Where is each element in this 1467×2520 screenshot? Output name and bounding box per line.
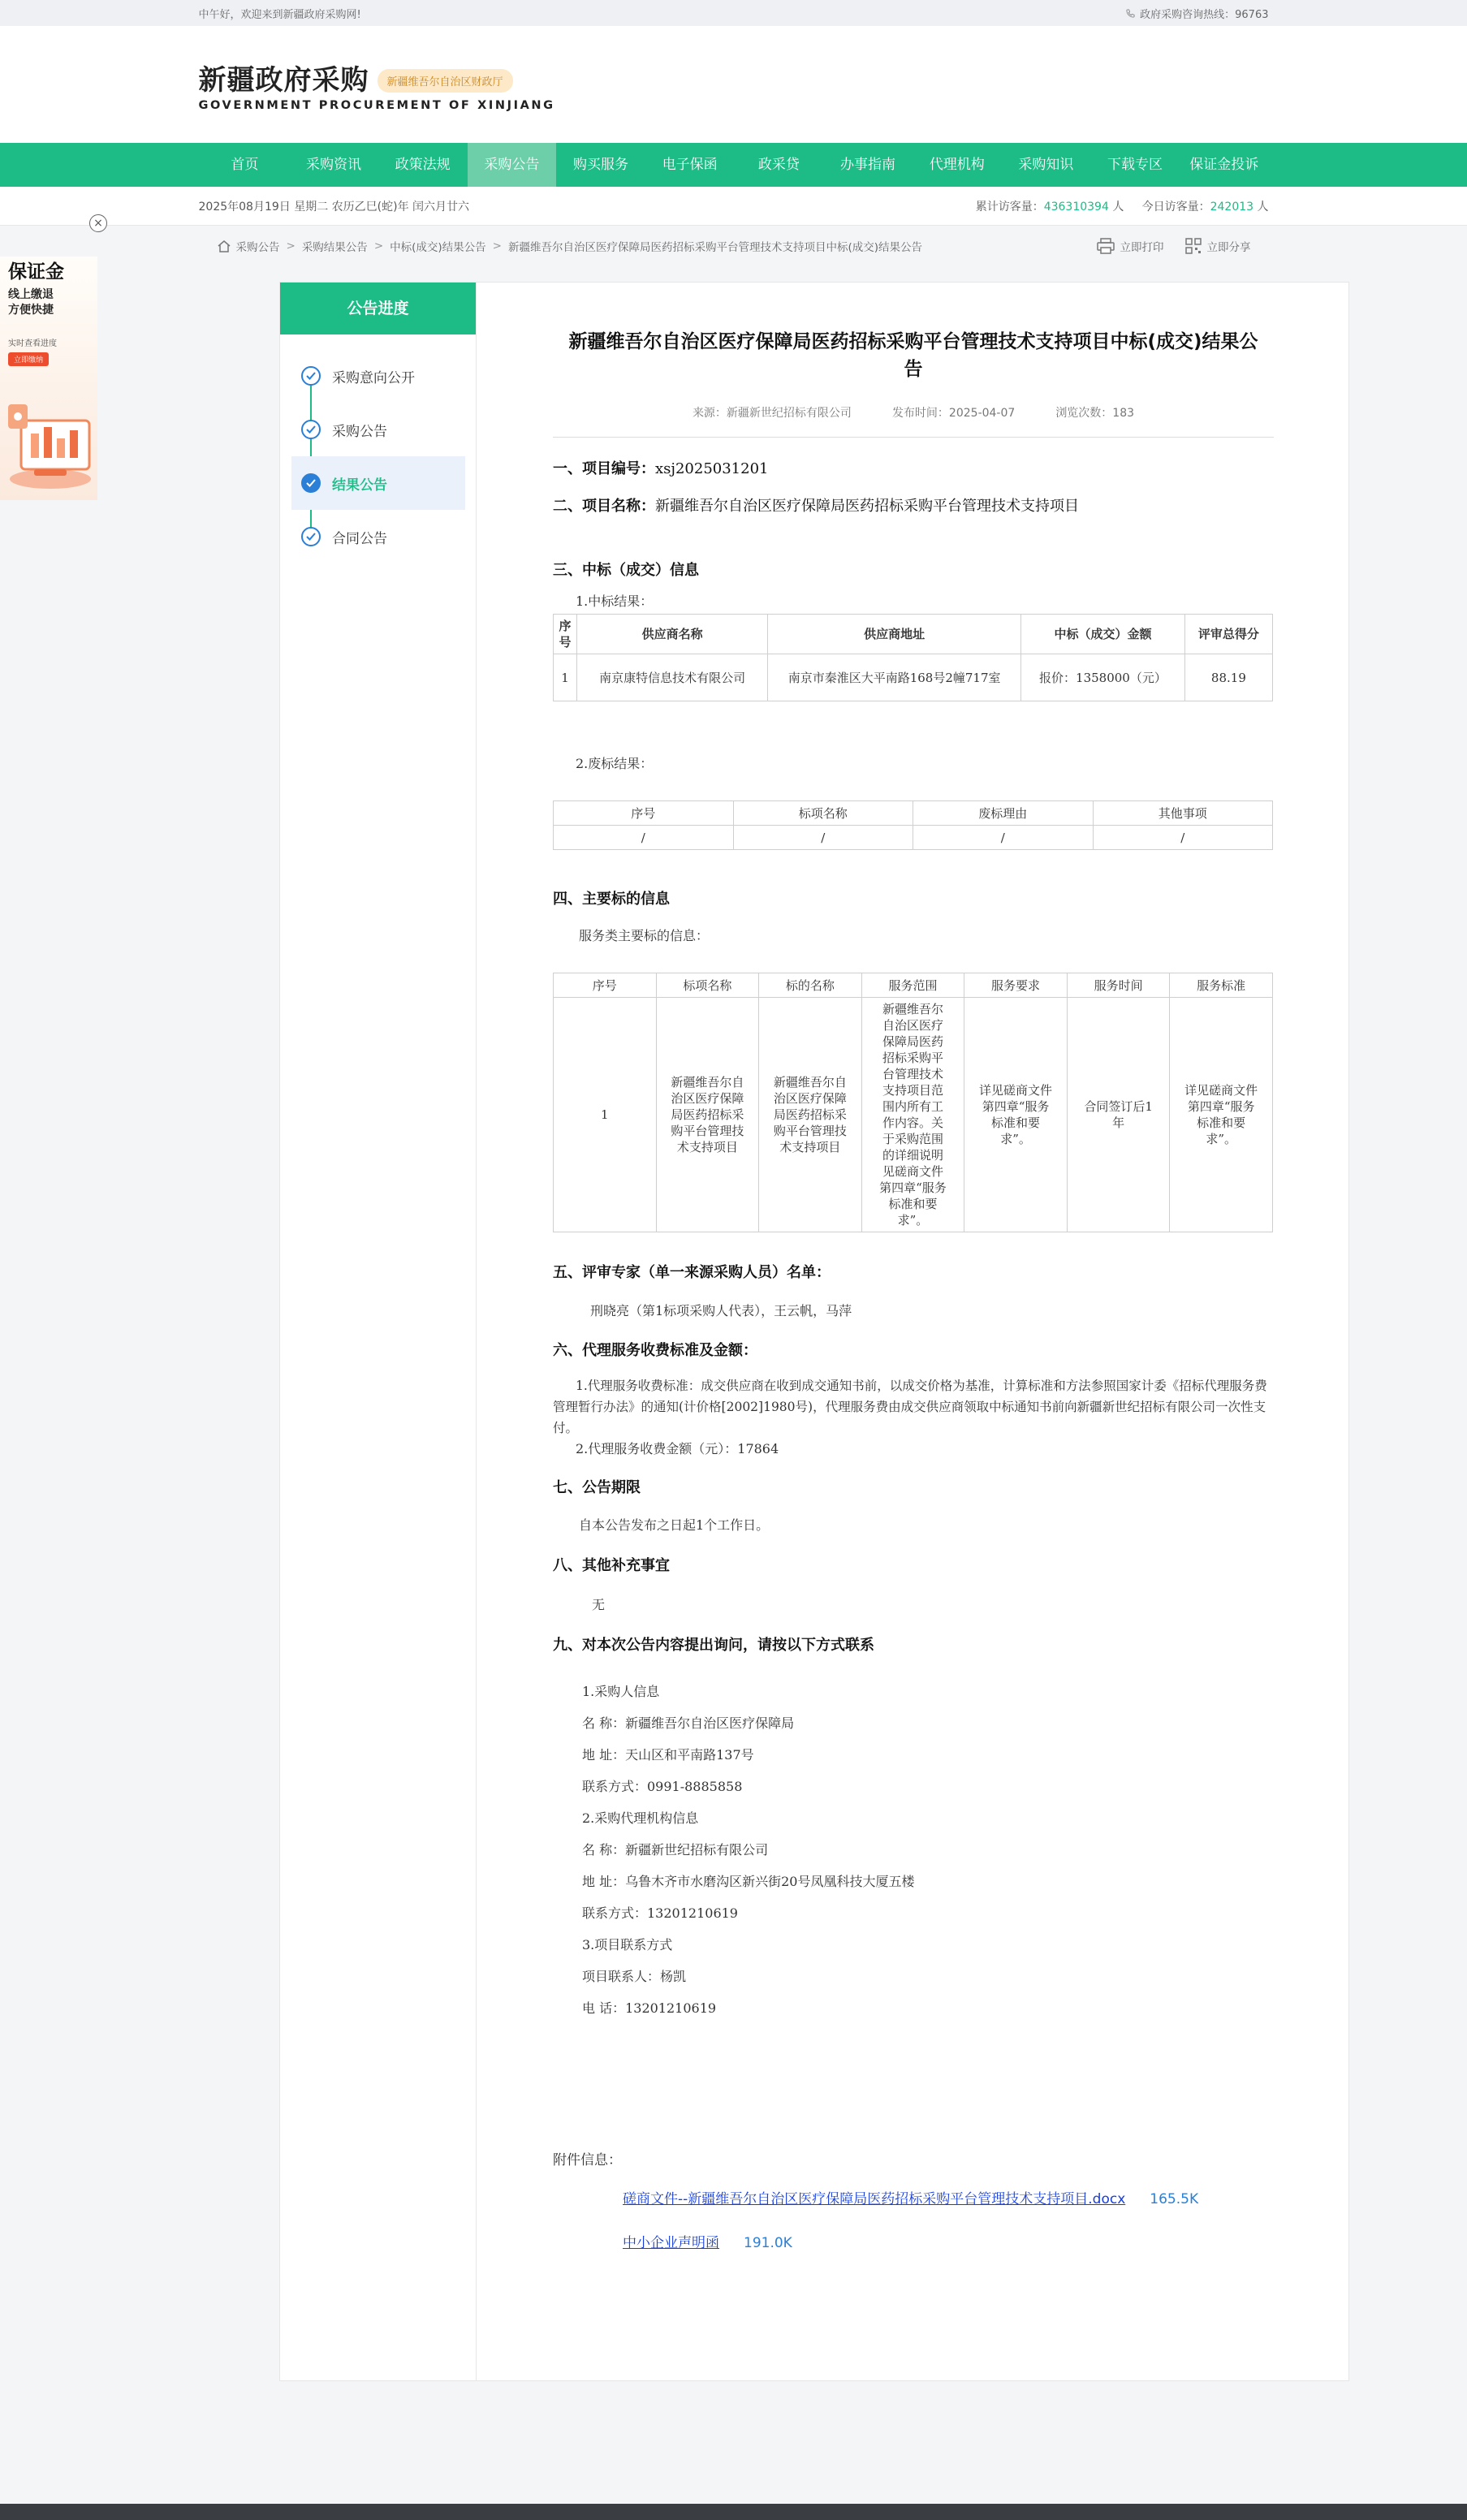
fail-cell: / [913,826,1094,850]
logo-cn: 新疆政府采购 [198,63,369,97]
share-label: 立即分享 [1206,241,1251,254]
article-views: 浏览次数：183 [1055,407,1135,420]
site-logo[interactable] [199,58,555,112]
other-text: 无 [592,1597,606,1612]
total-visitors-label: 累计访客量： [975,201,1044,214]
footer-bar [0,2504,1467,2520]
total-visitors-unit: 人 [1112,201,1124,214]
date-bar [0,187,1467,226]
project-no-label: 一、项目编号： [553,460,655,477]
table-row [554,998,1273,1232]
step-intent[interactable] [291,349,465,403]
svc-col-requirement: 服务要求 [964,973,1068,998]
ad-lines [8,287,54,318]
ad-title: 保证金 [8,261,64,283]
top-bar [0,0,1467,26]
article-date: 发布时间：2025-04-07 [891,407,1016,420]
award-cell: 1 [554,654,577,701]
fail-col-other: 其他事项 [1093,801,1273,826]
nav-item-news[interactable]: 采购资讯 [306,157,361,173]
step-result[interactable] [291,456,465,510]
project-name-label: 二、项目名称： [553,498,655,515]
svc-cell: 新疆维吾尔自治区医疗保障局医药招标采购平台管理技术支持项目 [759,998,862,1232]
logo-en: GOVERNMENT PROCUREMENT OF XINJIANG [198,98,555,112]
check-icon [301,366,321,386]
crumb-award[interactable]: 中标(成交)结果公告 [390,241,486,254]
award-subtitle: 1.中标结果： [576,593,654,609]
nav-item-home[interactable]: 首页 [231,157,259,173]
table-row [554,654,1273,701]
logo-tag: 新疆维吾尔自治区财政厅 [378,69,513,93]
section-fee: 六、代理服务收费标准及金额： [553,1342,757,1359]
nav-item-service[interactable]: 购买服务 [573,157,629,173]
step-label: 采购意向公开 [332,369,415,386]
computer-illustration-icon [2,388,96,492]
article-title: 新疆维吾尔自治区医疗保障局医药招标采购平台管理技术支持项目中标(成交)结果公告 [568,331,1258,380]
qrcode-icon [1185,238,1202,254]
contact-line: 名 称：新疆维吾尔自治区医疗保障局 [582,1715,795,1731]
contact-line: 项目联系人：杨凯 [582,1969,687,1984]
fail-col-index: 序号 [554,801,734,826]
project-name-value: 新疆维吾尔自治区医疗保障局医药招标采购平台管理技术支持项目 [655,498,1079,515]
check-icon [301,420,321,439]
hotline [1126,6,1268,21]
nav-item-knowledge[interactable]: 采购知识 [1018,157,1074,173]
contact-line: 联系方式：0991-8885858 [582,1779,743,1794]
period-text: 自本公告发布之日起1个工作日。 [579,1517,770,1533]
today-visitors-unit: 人 [1257,201,1269,214]
step-notice[interactable] [291,403,465,456]
fee-text-1: 1.代理服务收费标准：成交供应商在收到成交通知书前，以成交价格为基准，计算标准和方法参照国家计委《招标代理服务费管理暂行办法》的通知(计价格[2002]1980号)，代理服务费由成交供应商领取中标通知书前向新疆新世纪招标有限公司一次性支付。 [553,1379,1267,1435]
award-col-score: 评审总得分 [1184,615,1272,654]
svc-cell: 合同签订后1年 [1067,998,1170,1232]
nav-item-policy[interactable]: 政策法规 [395,157,451,173]
section-contact: 九、对本次公告内容提出询问，请按以下方式联系 [553,1637,874,1654]
main-panel [279,282,1349,2381]
svc-cell: 详见磋商文件第四章“服务标准和要求”。 [1170,998,1273,1232]
table-row [554,826,1273,850]
home-icon[interactable] [217,239,231,252]
nav-item-notice[interactable]: 采购公告 [468,143,557,187]
welcome-text: 中午好，欢迎来到新疆政府采购网! [198,8,361,21]
section-period: 七、公告期限 [553,1479,641,1496]
ad-line: 线上缴退 [8,288,54,301]
fail-col-reason: 废标理由 [913,801,1094,826]
attachment-size: 191.0K [744,2235,792,2251]
section-experts: 五、评审专家（单一来源采购人员）名单： [553,1264,831,1281]
attachment-link-2[interactable]: 中小企业声明函 [623,2235,719,2251]
nav-item-loan[interactable]: 政采贷 [757,157,800,173]
article-source: 来源：新疆新世纪招标有限公司 [692,407,852,420]
svc-col-scope: 服务范围 [861,973,964,998]
contact-line: 地 址：天山区和平南路137号 [582,1747,754,1763]
section-project-no [553,457,769,478]
crumb-result[interactable]: 采购结果公告 [301,241,368,254]
print-button[interactable] [1097,238,1164,254]
svc-col-time: 服务时间 [1067,973,1170,998]
svc-col-subject: 标的名称 [759,973,862,998]
award-col-address: 供应商地址 [768,615,1021,654]
nav-item-guarantee[interactable]: 电子保函 [662,157,718,173]
project-no-value: xsj2025031201 [655,460,769,477]
article-meta [553,404,1274,438]
step-contract[interactable] [291,510,465,563]
nav-item-complaint[interactable]: 保证金投诉 [1189,157,1259,173]
check-icon [301,473,321,493]
nav-item-agency[interactable]: 代理机构 [929,157,985,173]
step-label: 结果公告 [332,477,387,494]
svc-col-index: 序号 [554,973,657,998]
visitor-stats [976,198,1269,214]
ad-progress-text: 实时查看进度 [8,339,57,348]
share-button[interactable] [1185,238,1251,254]
fail-subtitle: 2.废标结果： [576,756,654,771]
date-text: 2025年08月19日 星期二 农历乙巳(蛇)年 闰六月廿六 [198,201,470,214]
total-visitors-value: 436310394 [1043,201,1109,214]
sidebar-title: 公告进度 [280,283,476,334]
floating-ad[interactable] [0,257,97,500]
breadcrumb: 采购公告 > 采购结果公告 > 中标(成交)结果公告 > 新疆维吾尔自治区医疗保障局医药招标采购平台管理技术支持项目中标(成交)结果公告 [217,238,923,254]
check-icon [301,527,321,546]
svc-cell: 1 [554,998,657,1232]
award-cell: 报价：1358000（元） [1021,654,1185,701]
contact-line: 2.采购代理机构信息 [582,1810,699,1826]
section-award: 三、中标（成交）信息 [553,562,699,579]
fee-text-2: 2.代理服务收费金额（元）：17864 [576,1441,779,1456]
breadcrumb-bar [0,226,1467,261]
step-label: 采购公告 [332,423,387,440]
award-col-supplier: 供应商名称 [577,615,768,654]
contact-line: 名 称：新疆新世纪招标有限公司 [582,1842,769,1858]
ad-button[interactable]: 立即缴纳 [8,352,49,366]
step-label: 合同公告 [332,530,387,547]
attachment-size: 165.5K [1150,2191,1199,2207]
award-table [553,614,1273,701]
main-nav [0,143,1467,187]
crumb-current: 新疆维吾尔自治区医疗保障局医药招标采购平台管理技术支持项目中标(成交)结果公告 [507,241,923,254]
svc-cell: 新疆维吾尔自治区医疗保障局医药招标采购平台管理技术支持项目范围内所有工作内容。关于采购范围的详细说明见磋商文件第四章“服务标准和要求”。 [861,998,964,1232]
attachment-link-1[interactable]: 磋商文件--新疆维吾尔自治区医疗保障局医药招标采购平台管理技术支持项目.docx [623,2191,1126,2207]
nav-item-guide[interactable]: 办事指南 [840,157,896,173]
phone-icon [1126,9,1135,18]
contact-line: 3.项目联系方式 [582,1937,673,1953]
svc-cell: 新疆维吾尔自治区医疗保障局医药招标采购平台管理技术支持项目 [656,998,759,1232]
hotline-text: 政府采购咨询热线：96763 [1140,8,1269,21]
award-cell: 88.19 [1184,654,1272,701]
contact-line: 1.采购人信息 [582,1684,660,1699]
svc-col-item: 标项名称 [656,973,759,998]
service-table [553,973,1273,1232]
award-col-index: 序号 [554,615,577,654]
fail-cell: / [1093,826,1273,850]
progress-sidebar [280,283,477,2380]
section-other: 八、其他补充事宜 [553,1557,670,1574]
award-col-amount: 中标（成交）金额 [1021,615,1185,654]
attachment-label: 附件信息： [553,2152,622,2168]
site-header [0,26,1467,143]
attachment-item [623,2231,792,2251]
award-cell: 南京市秦淮区大平南路168号2幢717室 [768,654,1021,701]
experts-text: 刑晓亮（第1标项采购人代表），王云帆，马萍 [590,1303,852,1318]
today-visitors-label: 今日访客量： [1141,201,1210,214]
fail-cell: / [733,826,913,850]
print-label: 立即打印 [1120,241,1164,254]
contact-line: 联系方式：13201210619 [582,1905,738,1921]
contact-line: 地 址：乌鲁木齐市水磨沟区新兴街20号凤凰科技大厦五楼 [582,1874,915,1889]
section-project-name [553,494,1079,516]
contact-line: 电 话：13201210619 [582,2000,717,2016]
close-icon[interactable]: × [89,214,107,232]
article [477,283,1348,2380]
fail-col-item: 标项名称 [733,801,913,826]
section-subject: 四、主要标的信息 [553,891,670,908]
printer-icon [1097,238,1115,254]
attachment-item [623,2187,1198,2207]
fail-table [553,800,1273,850]
crumb-notice[interactable]: 采购公告 [235,241,280,254]
ad-line: 方便快捷 [8,304,54,317]
contact-list [582,1676,914,2024]
fail-cell: / [554,826,734,850]
today-visitors-value: 242013 [1210,201,1254,214]
award-cell: 南京康特信息技术有限公司 [577,654,768,701]
nav-item-download[interactable]: 下载专区 [1107,157,1163,173]
svc-col-standard: 服务标准 [1170,973,1273,998]
svc-cell: 详见磋商文件第四章“服务标准和要求”。 [964,998,1068,1232]
subject-subtitle: 服务类主要标的信息： [579,928,710,943]
